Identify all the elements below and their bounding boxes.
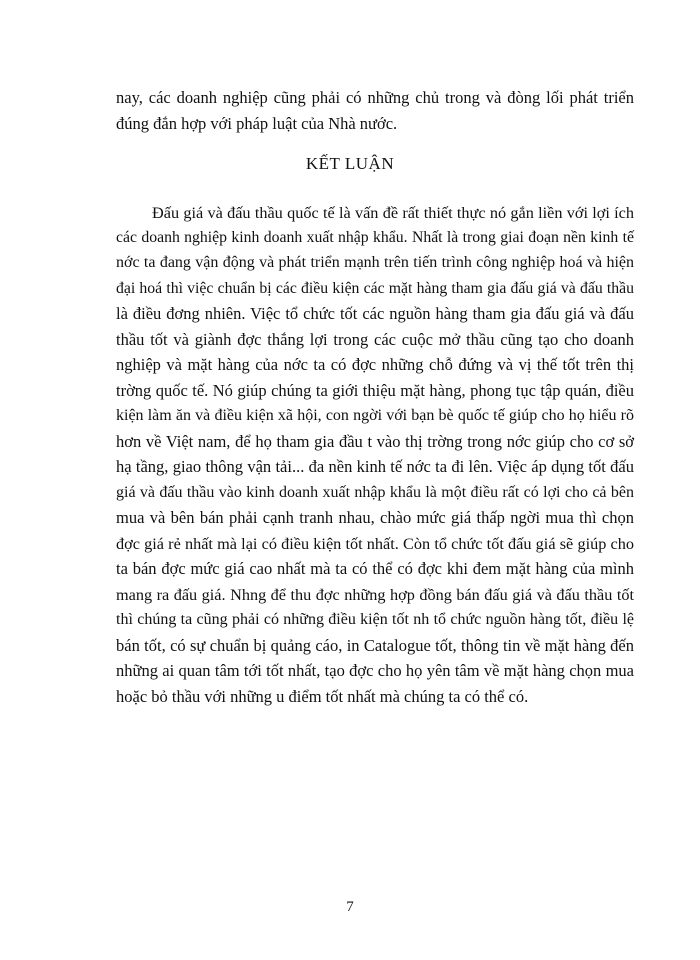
paragraph-line: ta bán đợc mức giá cao nhất mà ta có thể có đợc khi đem mặt hàng của mình [116, 559, 634, 578]
paragraph-line: các doanh nghiệp kinh doanh xuất nhập khẩu. Nhất là trong giai đoạn nền kinh tế [116, 229, 634, 246]
paragraph-line: những ai quan tâm tới tốt nhất, tạo đợc cho họ yên tâm về mặt hàng chọn mua [116, 661, 634, 680]
paragraph-line: đợc giá rẻ nhất mà lại có điều kiện tốt nhất. Còn tổ chức tốt đấu giá sẽ giúp cho [116, 535, 634, 553]
paragraph-line: kiện làm ăn và điều kiện xã hội, con ngời với bạn bè quốc tế giúp cho họ hiểu rõ [116, 407, 634, 424]
paragraph-line: giá và đấu thầu vào kinh doanh xuất nhập khẩu là một điều rất có lợi cho cả bên [116, 484, 634, 501]
paragraph-line: hạ tầng, giao thông vận tải... đa nền kinh tế nớc ta đi lên. Việc áp dụng tốt đấu [116, 457, 634, 476]
paragraph-line: mang ra đấu giá. Nhng để thu đợc những hợp đồng bán đấu giá và đấu thầu tốt [116, 586, 634, 604]
paragraph-line: mua và bên bán phải cạnh tranh nhau, chào mức giá thấp ngời mua thì chọn [116, 508, 634, 527]
paragraph-line: là điều đơng nhiên. Việc tổ chức tốt các nguồn hàng tham gia đấu giá và đấu [116, 304, 634, 323]
paragraph-line: hoặc bỏ thầu với những u điểm tốt nhất mà chúng ta có thể có. [116, 687, 529, 706]
paragraph-line: thầu tốt và giành đợc thắng lợi trong các cuộc mở thầu cũng tạo cho doanh [116, 330, 634, 349]
paragraph-line: đại hoá thì việc chuẩn bị các điều kiện các mặt hàng tham gia đấu giá và đấu thầu [116, 280, 634, 297]
paragraph-line: Đấu giá và đấu thầu quốc tế là vấn đề rất thiết thực nó gắn liền với lợi ích [152, 204, 634, 222]
page-number: 7 [346, 899, 354, 915]
paragraph-line: thì chúng ta cũng phải có những điều kiện tốt nh tổ chức nguồn hàng tốt, điều lệ [116, 611, 634, 628]
intro-line: nay, các doanh nghiệp cũng phải có những chủ trong và đòng lối phát triển [116, 88, 634, 107]
intro-line: đúng đắn hợp với pháp luật của Nhà nước. [116, 114, 398, 133]
paragraph-line: nớc ta đang vận động và phát triển mạnh trên tiến trình công nghiệp hoá và hiện [116, 254, 634, 271]
paragraph-line: bán tốt, có sự chuẩn bị quảng cáo, in Catalogue tốt, thông tin về mặt hàng đến [116, 636, 634, 655]
section-heading: KẾT LUẬN [305, 154, 395, 173]
paragraph-line: hơn về Việt nam, để họ tham gia đầu t vào thị trờng trong nớc giúp cho cơ sở [116, 432, 634, 451]
paragraph-line: nghiệp và mặt hàng của nớc ta có đợc những chỗ đứng và vị thế tốt trên thị [116, 355, 634, 374]
paragraph-line: trờng quốc tế. Nó giúp chúng ta giới thiệu mặt hàng, phong tục tập quán, điều [116, 381, 634, 400]
